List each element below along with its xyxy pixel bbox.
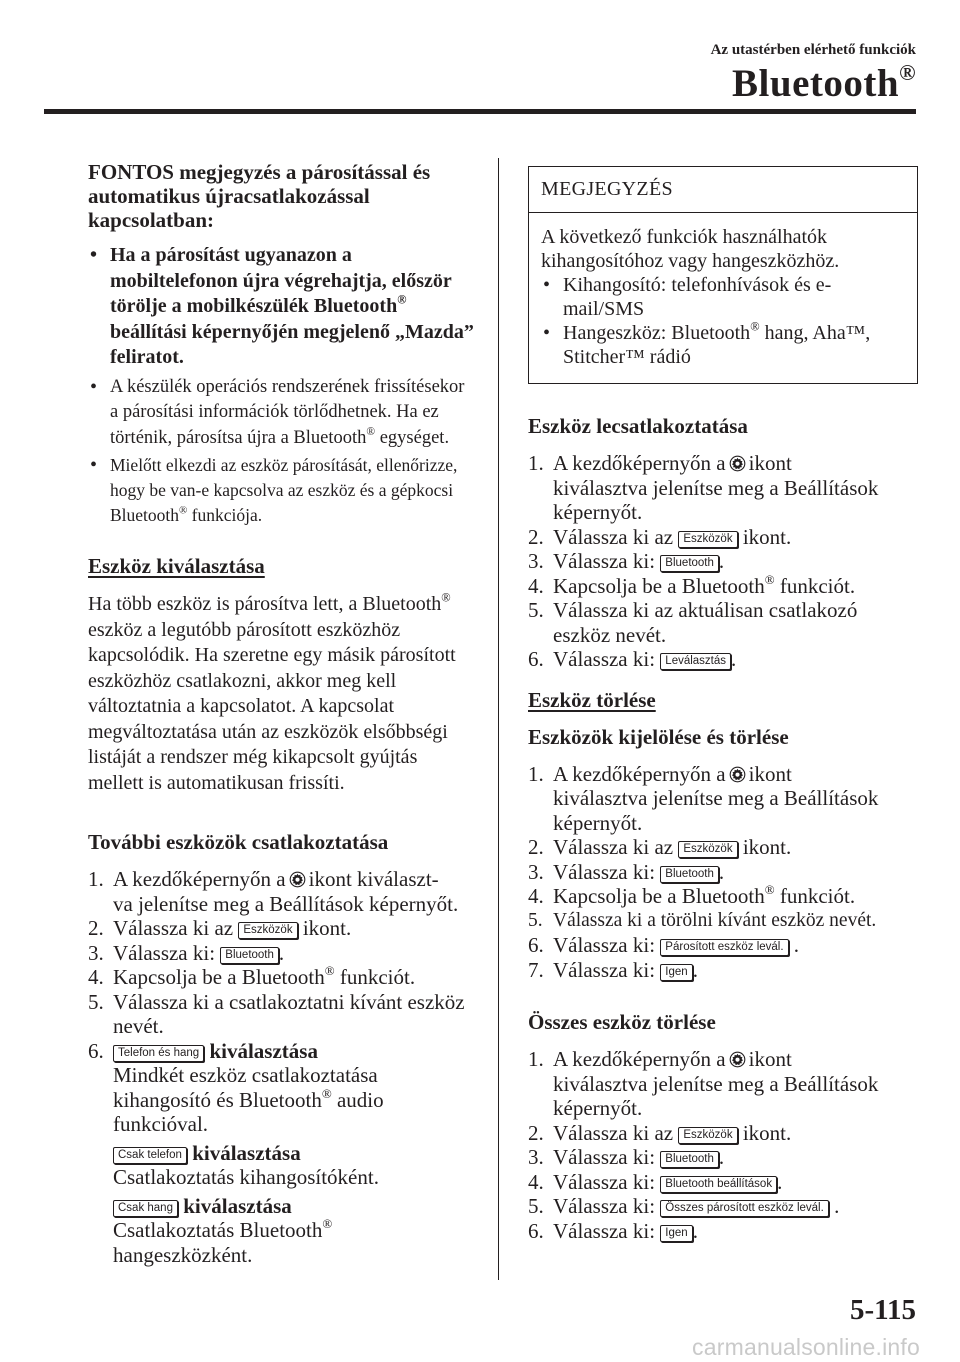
a-step-3: 3. Válassza ki: Bluetooth . [528,1145,725,1169]
bluetooth-button[interactable]: Bluetooth [220,947,279,964]
settings-gear-icon [729,455,746,472]
e-step-7: 7. Válassza ki: Igen . [528,957,698,982]
d-step-1-cont: kiválasztva jelenítse meg a Beállítások képernyőt. [553,475,879,524]
devices-button[interactable]: Eszközök [678,531,737,548]
delete-all-steps [528,1047,918,1243]
select-device-heading: Eszköz kiválasztása [88,554,265,578]
phone-only-button[interactable]: Csak telefon [113,1147,187,1164]
audio-only-desc: Csatlakoztatás Bluetooth® [113,1215,333,1242]
a-step-1: 1. A kezdőképernyőn a ikont [528,1047,792,1071]
select-delete-steps [528,762,918,983]
devices-button[interactable]: Eszközök [678,1127,737,1144]
d-step-4: 4. Kapcsolja be a Bluetooth® funkciót. [528,571,856,598]
note-box [528,166,918,384]
column-divider [498,158,499,1280]
a-step-5: 5. Válassza ki: Összes párosított eszköz levál. . [528,1194,840,1218]
note-bullet-2: • Hangeszköz: Bluetooth® hang, Aha™, Stitcher™ rádió [541,321,905,369]
yes-button[interactable]: Igen [660,1225,692,1242]
disconnect-heading: Eszköz lecsatlakoztatása [528,414,748,438]
settings-gear-icon [289,871,306,888]
a-step-1-cont: kiválasztva jelenítse meg a Beállítások képernyőt. [553,1071,879,1120]
header-rule [44,109,916,114]
audio-only-option: Csak hang kiválasztása [88,1194,474,1219]
note-title: MEGJEGYZÉS [529,167,917,213]
e-step-2: 2. Válassza ki az Eszközök ikont. [528,835,792,859]
select-delete-heading: Eszközök kijelölése és törlése [528,724,789,749]
bluetooth-settings-button[interactable]: Bluetooth beállítások [660,1176,777,1193]
step-2: 2. Válassza ki az Eszközök ikont. [88,916,352,940]
select-device-paragraph: Ha több eszköz is párosítva lett, a Bluetooth® eszköz a legutóbb párosított eszközhöz kapcsolódik. Ha szeretne egy másik párosított eszközhöz csatlakozni, akkor meg kell változtatnia a kapcsolatot. A kapcsolat megváltoztatása után az eszközök elsőbbségi listáját a rendszer még kikapcsolt gyújtás mellett is automatikusan frissíti. [88,590,456,794]
d-step-2: 2. Válassza ki az Eszközök ikont. [528,524,792,549]
e-step-1-cont: kiválasztva jelenítse meg a Beállítások képernyőt. [553,786,879,835]
e-step-6: 6. Válassza ki: Párosított eszköz levál. . [528,933,800,957]
important-bullet-3: • Mielőtt elkezdi az eszköz párosítását, ellenőrizze, hogy be van-e kapcsolva az eszköz és a gépkocsi Bluetooth® funkciója. [88,453,474,528]
disconnect-steps [528,451,918,672]
d-step-5: 5. Válassza ki az aktuálisan csatlakozó eszköz nevét. [528,598,858,647]
a-step-6: 6. Válassza ki: Igen . [528,1218,698,1243]
d-step-1: 1. A kezdőképernyőn a ikont [528,451,792,475]
step-3: 3. Válassza ki: Bluetooth . [88,940,285,965]
yes-button[interactable]: Igen [660,964,692,981]
step-1-cont: va jelenítse meg a Beállítások képernyőt. [113,891,459,916]
important-bullet-2: • A készülék operációs rendszerének frissítésekor a párosítási információk törlődhetnek. Ha ez történik, párosítsa újra a Bluetooth® egységet. [88,375,474,452]
more-devices-steps [88,867,474,1267]
phone-only-desc: Csatlakoztatás kihangosítóként. [113,1165,379,1189]
note-bullet-1: • Kihangosító: telefonhívások és e-mail/SMS [541,273,905,321]
devices-button[interactable]: Eszközök [238,922,297,939]
settings-gear-icon [729,1051,746,1068]
delete-paired-button[interactable]: Párosított eszköz levál. [660,939,788,956]
delete-all-paired-button[interactable]: Összes párosított eszköz levál. [660,1200,829,1217]
devices-button[interactable]: Eszközök [678,841,737,858]
section-title: Az utastérben elérhető funkciók [710,42,916,58]
audio-only-button[interactable]: Csak hang [113,1200,178,1217]
e-step-3: 3. Válassza ki: Bluetooth . [528,859,725,884]
step-6-desc: Mindkét eszköz csatlakoztatása kihangosító és Bluetooth® audio funkcióval. [113,1063,384,1136]
page-number: 5-115 [849,1294,916,1326]
a-step-2: 2. Válassza ki az Eszközök ikont. [528,1120,792,1145]
disconnect-button[interactable]: Leválasztás [660,653,731,670]
note-body [529,213,917,383]
note-intro: A következő funkciók használhatók kihangosítóhoz vagy hangeszközhöz. [541,226,840,272]
step-4: 4. Kapcsolja be a Bluetooth® funkciót. [88,962,416,989]
delete-heading: Eszköz törlése [528,687,656,712]
more-devices-heading: További eszközök csatlakoztatása [88,830,389,854]
step-1: 1. A kezdőképernyőn a ikont kiválaszt- [88,867,439,891]
watermark: carmanualsonline.info [692,1334,920,1360]
delete-all-heading: Összes eszköz törlése [528,1010,716,1034]
d-step-3: 3. Válassza ki: Bluetooth . [528,549,725,573]
phone-only-option: Csak telefon kiválasztása [88,1141,474,1166]
left-column [88,160,474,1267]
audio-only-desc-2: hangeszközként. [113,1242,253,1267]
d-step-6: 6. Válassza ki: Leválasztás . [528,647,737,671]
important-bullet-1: • Ha a párosítást ugyanazon a mobiltelefonon újra végrehajtja, először törölje a mobilkészülék Bluetooth® beállítási képernyőjén megjelenő „Mazda” feliratot. [88,243,474,371]
e-step-1: 1. A kezdőképernyőn a ikont [528,761,792,786]
phone-and-audio-button[interactable]: Telefon és hang [113,1045,204,1062]
e-step-4: 4. Kapcsolja be a Bluetooth® funkciót. [528,881,856,908]
step-5: 5. Válassza ki a csatlakoztatni kívánt eszköz nevét. [88,989,465,1038]
right-column [528,166,918,1243]
a-step-4: 4. Válassza ki: Bluetooth beállítások . [528,1169,783,1194]
bluetooth-button[interactable]: Bluetooth [660,555,719,572]
e-step-5: 5. Válassza ki a törölni kívánt eszköz nevét. [528,909,877,931]
settings-gear-icon [729,766,746,783]
bluetooth-button[interactable]: Bluetooth [660,1151,719,1168]
bluetooth-button[interactable]: Bluetooth [660,866,719,883]
important-title: FONTOS megjegyzés a párosítással és automatikus újracsatlakozással kapcsolatban: [88,160,431,232]
page-title: Bluetooth® [732,60,916,105]
step-6: 6. Telefon és hang kiválasztása [88,1038,318,1063]
